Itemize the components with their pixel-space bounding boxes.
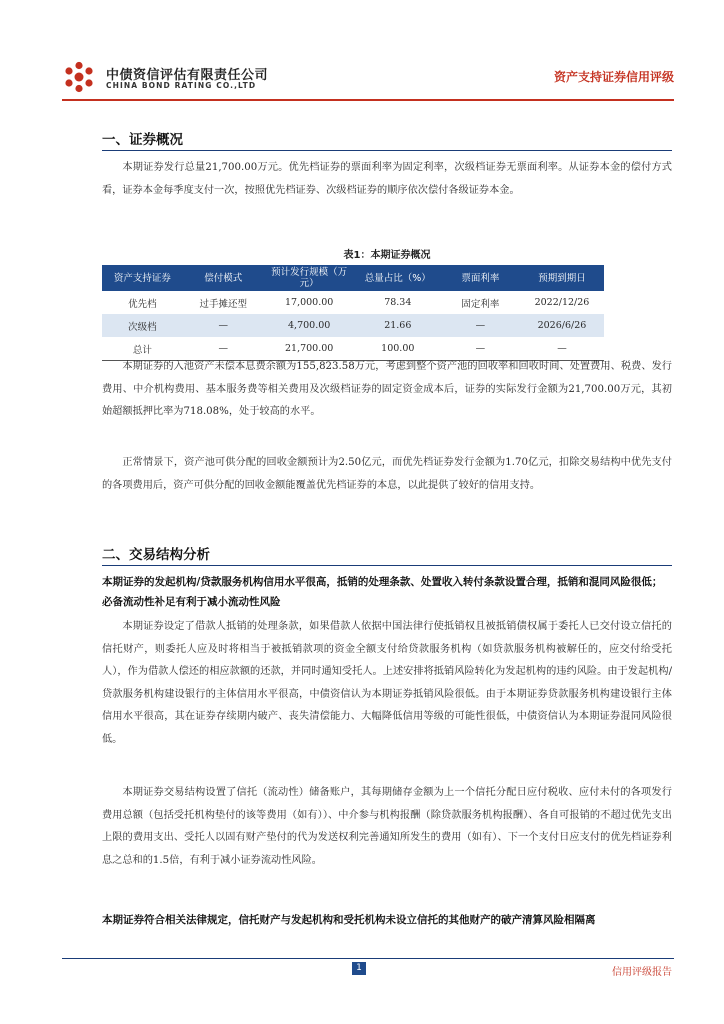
table-cell: —: [183, 314, 264, 337]
table-cell: —: [441, 314, 520, 337]
bold-summary-1: 本期证券的发起机构/贷款服务机构信用水平很高，抵销的处理条款、处置收入转付条款设置合理，抵销和混同风险很低；必备流动性补足有利于减小流动性风险: [102, 576, 663, 608]
paragraph-recovery: 正常情景下，资产池可供分配的回收金额预计为2.50亿元，而优先档证券发行金额为1.70亿元，扣除交易结构中优先支付的各项费用后，资产可供分配的回收金额能覆盖优先档证券的本息，以此提供了较好的信用支持。: [102, 457, 672, 491]
table-row: [102, 314, 604, 337]
paragraph-collateral: 本期证券的入池资产未偿本息费余额为155,823.58万元，考虑到整个资产池的回收率和回收时间、处置费用、税费、发行费用、中介机构费用、基本服务费等相关费用及次级档证券的固定资金成本后，证券的实际发行金额为21,700.00万元，其初始超额抵押比率为718.08%，处于较高的水平。: [102, 361, 672, 417]
table-header-cell: 资产支持证券: [102, 265, 183, 291]
table-header-cell: 偿付模式: [183, 265, 264, 291]
table-header-cell: 预计发行规模（万元）: [264, 265, 355, 291]
report-type: 资产支持证券信用评级: [553, 70, 674, 84]
table-cell: 17,000.00: [284, 297, 334, 308]
table-cell: 21.66: [355, 314, 441, 337]
paragraph-setoff: 本期证券设定了借款人抵销的处理条款，如果借款人依据中国法律行使抵销权且被抵销债权属于委托人已交付设立信托的信托财产，则委托人应及时将相当于被抵销款项的资金全额支付给贷款服务机构（如贷款服务机构被解任的，应交付给受托人），作为借款人偿还的相应款额的还款，并同时通知受托人。上述安排将抵销风险转化为发起机构的违约风险。由于发起机构/贷款服务机构建设银行的主体信用水平很高，中债资信认为本期证券抵销风险很低。由于本期证券贷款服务机构建设银行主体信用水平很高，其在证券存续期内破产、丧失清偿能力、大幅降低信用等级的可能性很低，中债资信认为本期证券混同风险很低。: [102, 621, 672, 745]
table-row: [102, 291, 604, 314]
company-logo-icon: [62, 60, 96, 94]
header-divider: [62, 99, 674, 101]
paragraph-overview: 本期证券发行总量21,700.00万元。优先档证券的票面利率为固定利率，次级档证券无票面利率。从证券本金的偿付方式看，证券本金每季度支付一次，按照优先档证券、次级档证券的顺序依次偿付各级证券本金。: [102, 162, 672, 196]
page-number: 1: [352, 962, 366, 975]
table-cell: 100.00: [355, 337, 441, 361]
table-cell: 4,700.00: [264, 314, 355, 337]
table-cell: 过手摊还型: [199, 298, 247, 310]
table-cell: 优先档: [128, 298, 157, 310]
section-title-overview: 一、证券概况: [102, 132, 183, 148]
table-cell: 2026/6/26: [520, 314, 604, 337]
page-header: [62, 58, 674, 102]
table-header-cell: 预期到期日: [520, 265, 604, 291]
table-header-cell: 票面利率: [441, 265, 520, 291]
table-cell: 次级档: [102, 314, 183, 337]
table-header-cell: 总量占比（%）: [355, 265, 441, 291]
table-cell: 21,700.00: [264, 337, 355, 361]
table-cell: 78.34: [384, 297, 412, 308]
bold-summary-2: 本期证券符合相关法律规定，信托财产与发起机构和受托机构未设立信托的其他财产的破产清算风险相隔离: [102, 914, 596, 926]
footer-report-label: 信用评级报告: [612, 967, 672, 978]
table-title: 表1：本期证券概况: [343, 250, 431, 261]
section-title-structure: 二、交易结构分析: [102, 547, 210, 563]
table-cell: 2022/12/26: [534, 297, 590, 308]
section-divider: [102, 150, 672, 151]
company-name-cn: 中债资信评估有限责任公司: [106, 68, 269, 83]
company-name-en: CHINA BOND RATING CO.,LTD: [106, 81, 257, 90]
table-cell: —: [441, 337, 520, 361]
paragraph-liquidity: 本期证券交易结构设置了信托（流动性）储备账户，其每期储存金额为上一个信托分配日应付税收、应付未付的各项发行费用总额（包括受托机构垫付的该等费用（如有））、中介参与机构报酬（除贷款服务机构报酬）、各自可报销的不超过优先支出上限的费用支出、受托人以固有财产垫付的代为发送权利完善通知所发生的费用（如有）、下一个支付日应支付的优先档证券利息之总和的1.5倍，有利于减小证券流动性风险。: [102, 787, 672, 866]
table-header-row: [102, 265, 604, 291]
table-cell: 固定利率: [461, 298, 500, 310]
section-divider: [102, 565, 672, 566]
table-cell: 总计: [102, 337, 183, 361]
table-cell: —: [520, 337, 604, 361]
table-cell: —: [183, 337, 264, 361]
securities-table: [102, 265, 604, 361]
footer-divider: [62, 958, 674, 959]
